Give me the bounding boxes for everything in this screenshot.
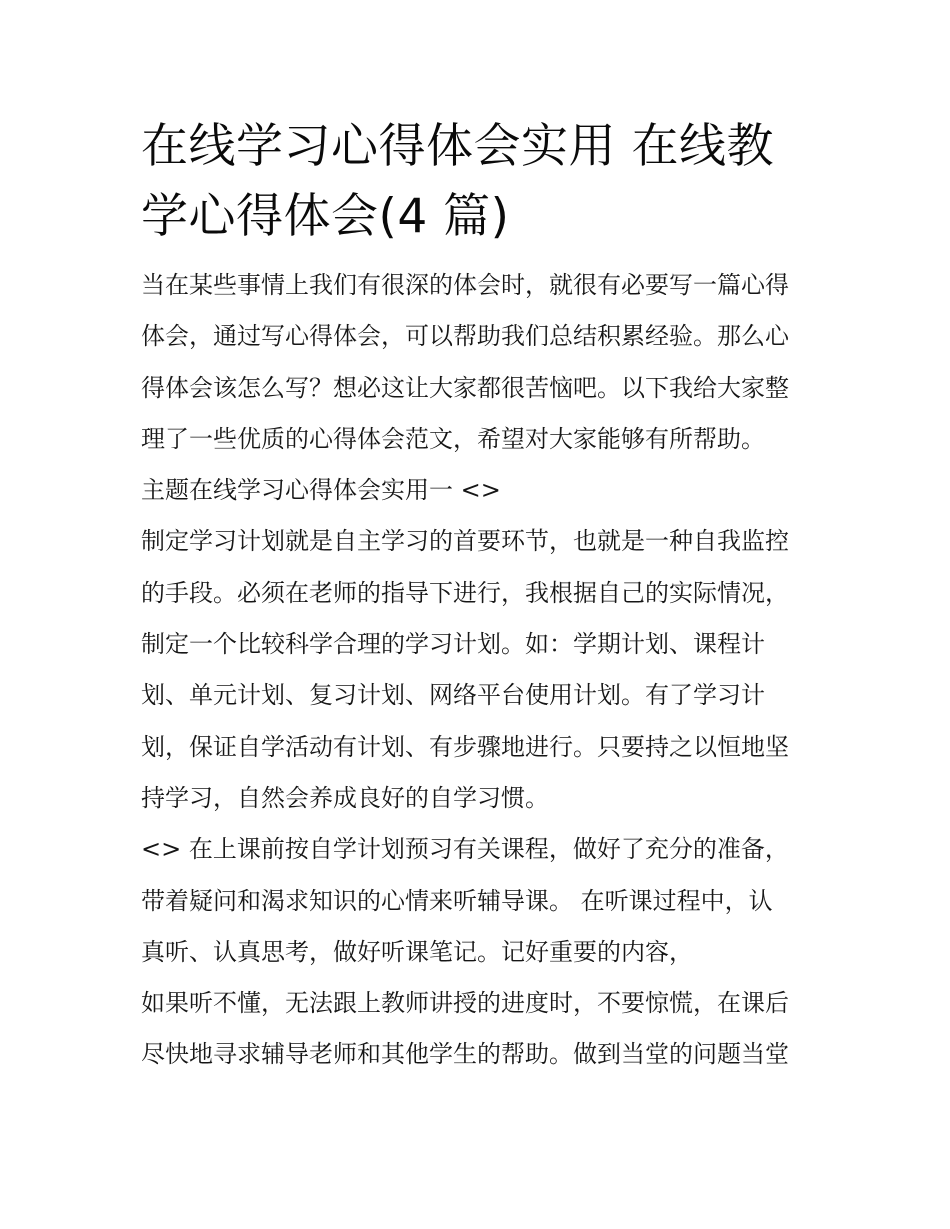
document-title: [141, 112, 813, 252]
document-body: [141, 260, 813, 1081]
paragraph-line: 如果听不懂，无法跟上教师讲授的进度时，不要惊慌，在课后: [141, 989, 789, 1018]
paragraph-line: 划，保证自学活动有计划、有步骤地进行。只要持之以恒地坚: [141, 732, 789, 761]
paragraph-line: <> 在上课前按自学计划预习有关课程，做好了充分的准备，: [141, 835, 789, 864]
paragraph-line: 的手段。必须在老师的指导下进行，我根据自己的实际情况，: [141, 578, 789, 607]
document-content: [141, 112, 813, 1081]
paragraph-line: 划、单元计划、复习计划、网络平台使用计划。有了学习计: [141, 681, 765, 710]
title-line: 学心得体会(4 篇): [141, 189, 510, 244]
intro-line: 当在某些事情上我们有很深的体会时，就很有必要写一篇心得: [141, 271, 789, 299]
paragraph-line: 制定一个比较科学合理的学习计划。如：学期计划、课程计: [141, 630, 765, 659]
intro-line: 得体会该怎么写？想必这让大家都很苦恼吧。以下我给大家整: [141, 373, 789, 402]
section-heading: 主题在线学习心得体会实用一 <>: [141, 476, 501, 505]
paragraph-line: 真听、认真思考，做好听课笔记。记好重要的内容，: [141, 937, 693, 966]
title-line: 在线学习心得体会实用 在线教: [141, 119, 774, 174]
paragraph-line: 持学习，自然会养成良好的自学习惯。: [141, 783, 549, 812]
paragraph-line: 尽快地寻求辅导老师和其他学生的帮助。做到当堂的问题当堂: [141, 1040, 789, 1069]
paragraph-line: 制定学习计划就是自主学习的首要环节，也就是一种自我监控: [141, 527, 789, 556]
intro-line: 理了一些优质的心得体会范文，希望对大家能够有所帮助。: [141, 424, 765, 453]
paragraph-line: 带着疑问和渴求知识的心情来听辅导课。 在听课过程中，认: [141, 886, 773, 915]
intro-line: 体会，通过写心得体会，可以帮助我们总结积累经验。那么心: [141, 322, 789, 351]
